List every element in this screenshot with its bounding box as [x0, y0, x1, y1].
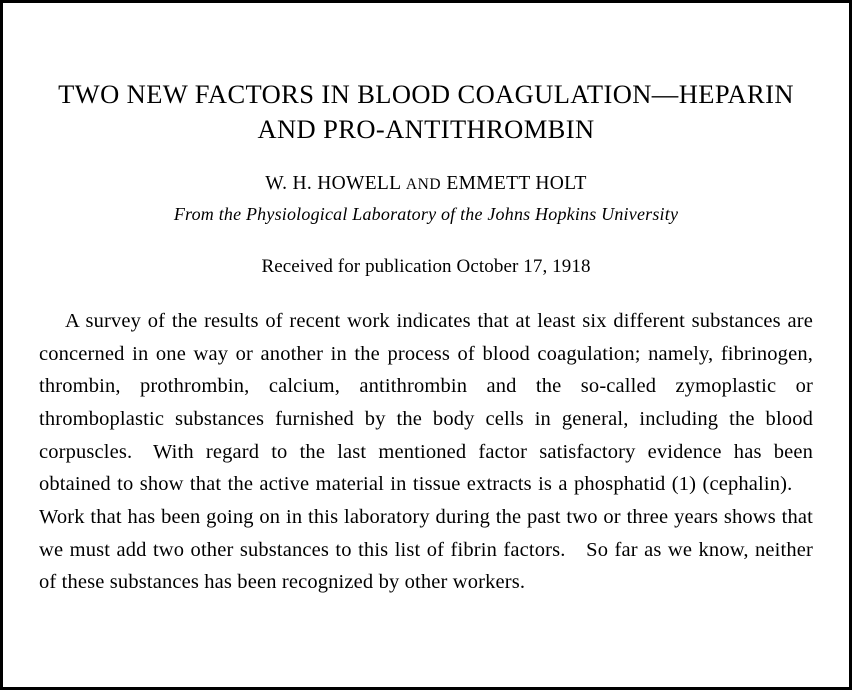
page-content: [3, 3, 849, 599]
body-paragraph: [39, 305, 813, 599]
author-second: EMMETT HOLT: [446, 172, 587, 194]
author-first: W. H. HOWELL: [265, 172, 401, 194]
affiliation: From the Physiological Laboratory of the Johns Hopkins University: [173, 203, 679, 224]
author-list: [39, 173, 813, 195]
paragraph-text: A survey of the results of recent work indicates that at least six different substances are concerned in one way or another in the process of blood coagulation; namely, fibrinogen, thrombin, prothrombin, calcium, antithrombin and the so-called zymoplastic or thromboplastic substances furnished by the body cells in general, including the blood corpuscles. With regard to the last mentioned factor satisfactory evidence has been obtained to show that the active material in tissue extracts is a phosphatid (1) (cephalin). Work that has been going on in this laboratory during the past two or three years shows that we must add two other substances to this list of fibrin factors. So far as we know, neither of these substances has been recognized by other workers.: [39, 309, 813, 594]
title-line-1: TWO NEW FACTORS IN BLOOD COAGULATION—HEPARIN: [58, 79, 794, 109]
received-date: Received for publication October 17, 1918: [261, 255, 591, 277]
author-conjunction: AND: [405, 175, 442, 193]
title-line-2: AND PRO-ANTITHROMBIN: [257, 113, 595, 144]
page-title: [39, 77, 813, 147]
